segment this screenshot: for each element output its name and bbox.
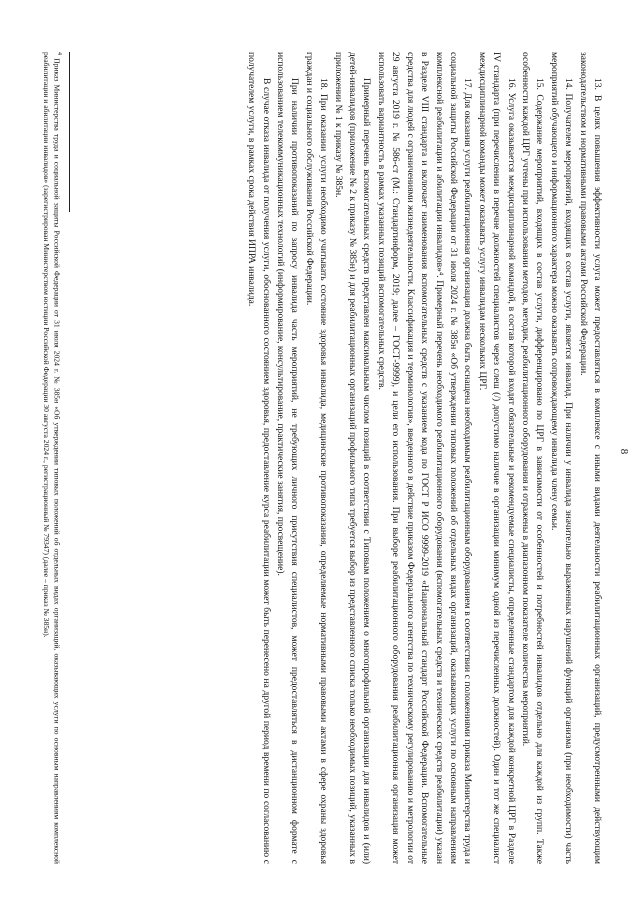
paragraph-14: 14. Получателем мероприятий, входящих в состав услуги, является инвалид. При наличии у инвалида значительно выраженных нарушений функций организма (при необходимости) часть мероприятий обучающего и информационного характера можно оказывать сопровождающему инвалида члену семьи. xyxy=(548,52,574,864)
paragraph-18: 18. При оказании услуги необходимо учитывать состояние здоровья инвалида, медицинские противопоказания, определяемые нормативными правовыми актами в сфере охраны здоровья граждан и социального обслуживания Российской Федерации. xyxy=(303,52,329,864)
paragraph-13: 13. В целях повышения эффективности услуга может предоставляться в комплексе с иными видами деятельности реабилитационных организаций, предусмотренными действующим законодательством и нормативными правовыми актами Российской Федерации. xyxy=(577,52,602,864)
paragraph-15: 15. Содержание мероприятий, входящих в состав услуги, дифференцировано по ЦРГ в зависимости от особенностей и потребностей инвалидов отдельно для каждой из групп. Также особенности каждой ЦРГ учтены при использовании методов, методик, реабилитационного оборудования и отражены в диапазонном показателе количества мероприятий. xyxy=(519,52,545,864)
footnote-text: Приказ Министерства труда и социальной защиты Российской Федерации от 31 июля 2024 г. № 385н «Об утверждении типовых положений об отдельных видах организаций, оказывающих услуги по основным направлениям комплексной реабилитации и абилитации инвалидов» (зарегистрирован Министерством юстиции Российской Федерации 30 августа 2024 г., регистрационный № 79347) (далее – приказ № 385н). xyxy=(42,52,62,864)
paragraph-18-contraindications: При наличии противопоказаний по запросу инвалида часть мероприятий, не требующих личного присутствия специалистов, может предоставляться в дистанционном формате с использованием телекоммуникационных технологий (информирование, консультирование, практические занятия, просвещение). xyxy=(275,52,300,864)
page-number: 8 xyxy=(618,448,630,455)
paragraph-16: 16. Услуга оказывается междисциплинарной командой, в состав которой входят обязательные и рекомендуемые специалисты, определенные стандартом для каждой конкретной ЦРГ в Разделе IV стандарта (при перечислении в перечне должностей специалистов через слеш (/) допустимо наличие в организации минимум одной из перечисленных должностей). Один и тот же специалист междисциплинарной команды может оказывать услугу инвалидам нескольких ЦРГ. xyxy=(476,52,516,864)
footnote xyxy=(41,52,64,864)
body-text xyxy=(244,52,604,864)
paragraph-17: 17. Для оказания услуги реабилитационная организация должна быть оснащена необходимым реабилитационным оборудованием в соответствии с положениями приказа Министерства труда и социальной защиты Российской Федерации от 31 июля 2024 г. № 385н «Об утверждении типовых положений об отдельных видах организаций, оказывающих услуги по основным направлениям комплексной реабилитации и абилитации инвалидов»⁴. Примерный перечень необходимого реабилитационного оборудования (вспомогательных средств и технических средств реабилитации) указан в Разделе VIII стандарта и включает наименования вспомогательных средств с указанием кода по ГОСТ Р ИСО 9999-2019 «Национальный стандарт Российской Федерации. Вспомогательные средства для людей с ограничениями жизнедеятельности. Классификация и терминология», введенного в действие приказом Федерального агентства по техническому регулированию и метрологии от 29 августа 2019 г. № 586-ст (М.: Стандартинформ, 2019; далее – ГОСТ-9999), и цели его использования. При выборе реабилитационного оборудования реабилитационная организация может использовать вариантность в рамках указанных позиций вспомогательных средств. xyxy=(375,52,473,864)
footnote-separator xyxy=(69,52,70,212)
footnote-marker: 4 xyxy=(56,52,62,55)
paragraph-18-refusal: В случае отказа инвалида от получения услуги, обоснованного состоянием здоровья, предоставление курса реабилитации может быть перенесено на другой период времени по согласованию с получателем услуги, в рамках срока действия ИПРА инвалида. xyxy=(246,52,271,864)
paragraph-17-continued: Примерный перечень вспомогательных средств представлен максимальным числом позиций в соответствии с Типовым положением о многопрофильной организации для инвалидов и (или) детей-инвалидов (приложение № 2 к приказу № 385н) и для реабилитационных организаций профильного типа требуется выбор из представленного списка только необходимых позиций, указанных в приложении № 1 к приказу № 385н. xyxy=(332,52,372,864)
